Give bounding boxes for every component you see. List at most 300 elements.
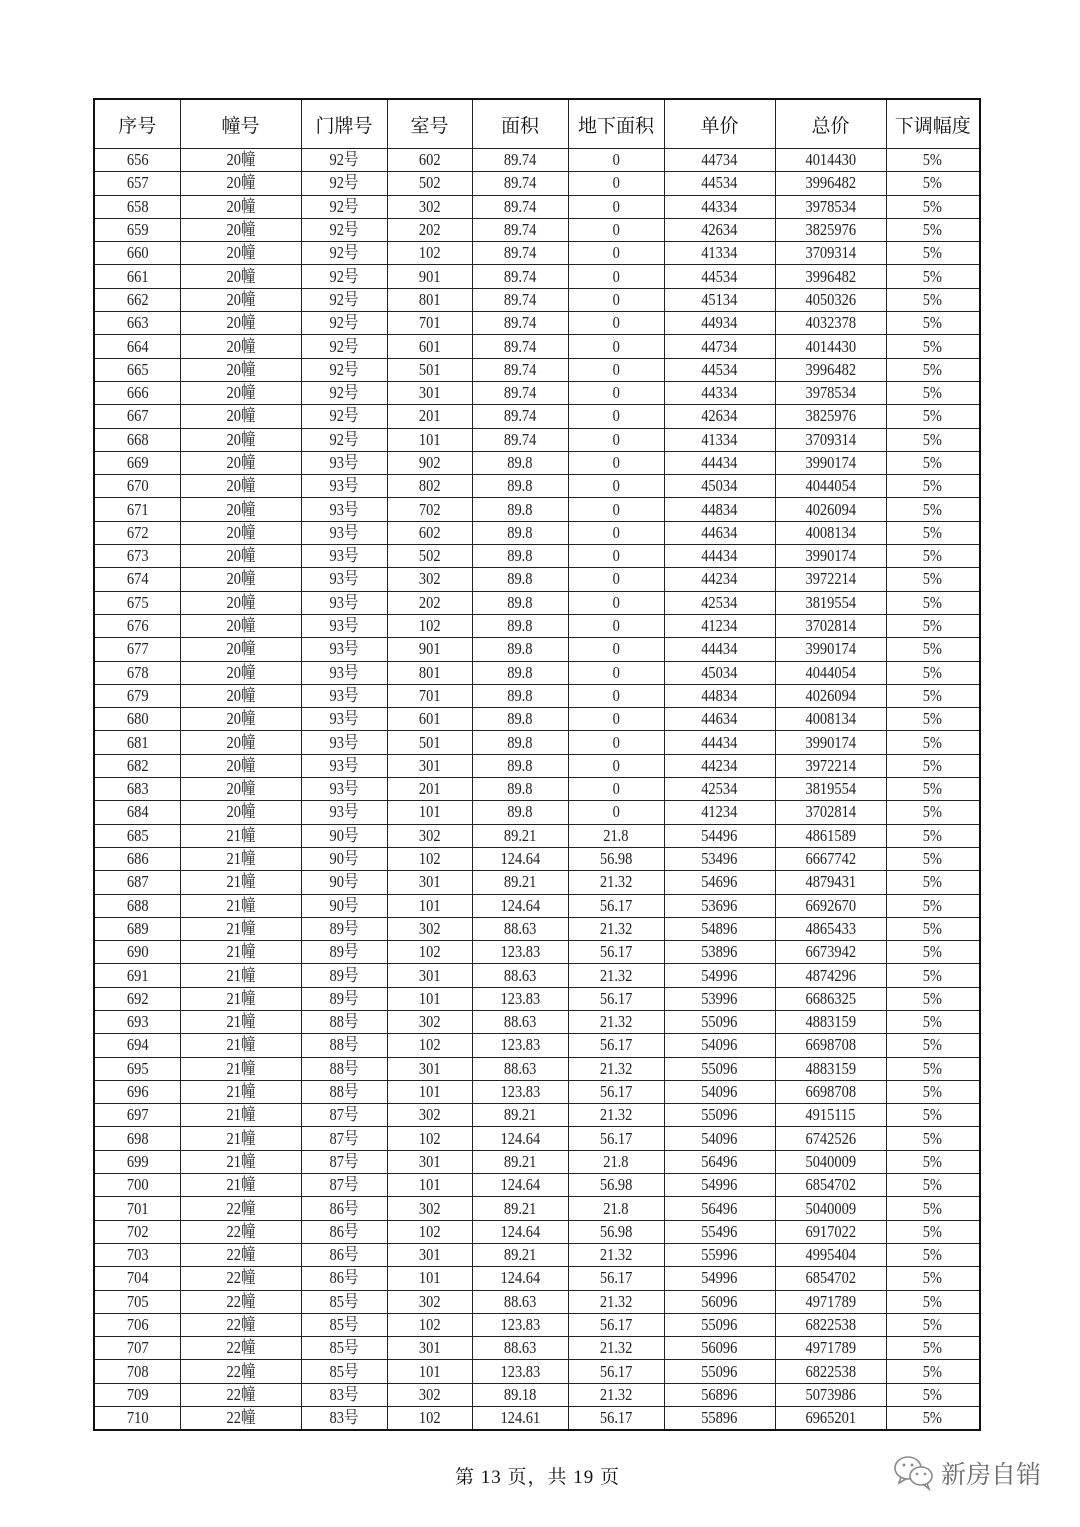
cell-room-text: 102 xyxy=(418,1035,441,1055)
cell-unit-price xyxy=(664,381,775,404)
cell-area xyxy=(472,381,568,404)
cell-total-price-text: 5073986 xyxy=(805,1384,856,1404)
cell-door-number-text: 93号 xyxy=(329,569,359,589)
cell-area xyxy=(472,847,568,870)
cell-door-number-text: 85号 xyxy=(329,1314,359,1334)
cell-room xyxy=(387,1057,472,1080)
cell-building-text: 22幢 xyxy=(226,1198,255,1218)
cell-seq xyxy=(94,1337,180,1360)
cell-area-text: 89.8 xyxy=(507,639,533,659)
cell-door-number xyxy=(301,614,387,637)
cell-total-price-text: 6698708 xyxy=(805,1082,856,1102)
cell-reduction-text: 5% xyxy=(923,546,943,566)
cell-seq-text: 704 xyxy=(126,1268,149,1288)
cell-underground-area-text: 0 xyxy=(612,546,620,566)
table-row xyxy=(94,1197,980,1220)
cell-building-text: 20幢 xyxy=(226,546,255,566)
cell-reduction-text: 5% xyxy=(923,965,943,985)
cell-building-text: 22幢 xyxy=(226,1268,255,1288)
cell-room xyxy=(387,312,472,335)
cell-area-text: 123.83 xyxy=(500,1361,540,1381)
cell-seq xyxy=(94,568,180,591)
cell-door-number-text: 87号 xyxy=(329,1128,359,1148)
cell-building-text: 20幢 xyxy=(226,266,255,286)
cell-room xyxy=(387,451,472,474)
cell-building-text: 20幢 xyxy=(226,313,255,333)
cell-room-text: 701 xyxy=(418,685,441,705)
cell-room xyxy=(387,778,472,801)
cell-total-price-text: 4008134 xyxy=(805,522,856,542)
cell-building xyxy=(180,312,301,335)
cell-seq-text: 669 xyxy=(126,453,149,472)
cell-room-text: 302 xyxy=(418,196,441,216)
cell-unit-price-text: 55096 xyxy=(701,1012,738,1032)
cell-seq-text: 678 xyxy=(126,662,149,682)
cell-underground-area-text: 0 xyxy=(612,779,620,799)
cell-seq-text: 689 xyxy=(126,918,149,938)
cell-total-price xyxy=(775,358,886,381)
cell-area xyxy=(472,778,568,801)
cell-room-text: 602 xyxy=(418,522,441,542)
cell-door-number xyxy=(301,149,387,172)
cell-area xyxy=(472,545,568,568)
cell-reduction xyxy=(886,1150,980,1173)
cell-unit-price-text: 54496 xyxy=(701,825,738,845)
cell-building xyxy=(180,1383,301,1406)
cell-seq xyxy=(94,149,180,172)
cell-reduction xyxy=(886,661,980,684)
cell-door-number xyxy=(301,545,387,568)
cell-area xyxy=(472,498,568,521)
cell-room xyxy=(387,358,472,381)
cell-seq xyxy=(94,428,180,451)
cell-seq-text: 658 xyxy=(126,196,149,216)
cell-door-number-text: 93号 xyxy=(329,476,359,496)
cell-unit-price-text: 42634 xyxy=(701,220,738,240)
cell-total-price-text: 3709314 xyxy=(805,429,856,449)
cell-room-text: 301 xyxy=(418,1245,441,1265)
cell-building-text: 22幢 xyxy=(226,1338,255,1358)
cell-reduction-text: 5% xyxy=(923,569,943,589)
cell-underground-area xyxy=(568,1057,664,1080)
cell-room-text: 601 xyxy=(418,709,441,729)
cell-underground-area-text: 21.32 xyxy=(599,1012,633,1032)
cell-door-number-text: 93号 xyxy=(329,755,359,775)
cell-door-number-text: 87号 xyxy=(329,1175,359,1195)
table-row xyxy=(94,218,980,241)
cell-door-number-text: 89号 xyxy=(329,918,359,938)
table-row xyxy=(94,1010,980,1033)
cell-reduction xyxy=(886,731,980,754)
cell-seq xyxy=(94,1407,180,1431)
cell-area xyxy=(472,894,568,917)
cell-total-price-text: 3825976 xyxy=(805,406,856,426)
table-body xyxy=(94,149,980,1431)
cell-door-number-text: 93号 xyxy=(329,522,359,542)
cell-reduction xyxy=(886,847,980,870)
cell-unit-price-text: 56496 xyxy=(701,1151,738,1171)
cell-door-number xyxy=(301,1080,387,1103)
cell-underground-area-text: 0 xyxy=(612,220,620,240)
cell-total-price xyxy=(775,521,886,544)
cell-building xyxy=(180,1360,301,1383)
cell-reduction-text: 5% xyxy=(923,592,943,612)
cell-door-number xyxy=(301,1220,387,1243)
cell-total-price-text: 4032378 xyxy=(805,313,856,333)
cell-underground-area xyxy=(568,614,664,637)
cell-unit-price xyxy=(664,1383,775,1406)
cell-seq-text: 674 xyxy=(126,569,149,589)
cell-room-text: 302 xyxy=(418,1012,441,1032)
cell-seq-text: 675 xyxy=(126,592,149,612)
cell-unit-price xyxy=(664,149,775,172)
table-row xyxy=(94,1220,980,1243)
header-seq: 序号 xyxy=(94,99,180,149)
cell-reduction xyxy=(886,871,980,894)
cell-reduction xyxy=(886,1174,980,1197)
cell-total-price-text: 3978534 xyxy=(805,383,856,403)
cell-seq xyxy=(94,265,180,288)
cell-unit-price-text: 53696 xyxy=(701,895,738,915)
cell-unit-price-text: 41234 xyxy=(701,616,738,636)
cell-unit-price-text: 41234 xyxy=(701,802,738,822)
cell-seq-text: 662 xyxy=(126,289,149,309)
table-row xyxy=(94,1407,980,1431)
cell-underground-area xyxy=(568,1313,664,1336)
cell-unit-price xyxy=(664,824,775,847)
cell-underground-area xyxy=(568,894,664,917)
cell-unit-price xyxy=(664,987,775,1010)
cell-unit-price xyxy=(664,708,775,731)
cell-seq-text: 706 xyxy=(126,1314,149,1334)
header-door-number: 门牌号 xyxy=(301,99,387,149)
cell-underground-area xyxy=(568,1337,664,1360)
cell-building-text: 20幢 xyxy=(226,220,255,240)
cell-total-price-text: 4879431 xyxy=(805,872,856,892)
cell-total-price xyxy=(775,335,886,358)
cell-underground-area xyxy=(568,1080,664,1103)
cell-underground-area-text: 56.17 xyxy=(599,1128,633,1148)
cell-unit-price xyxy=(664,172,775,195)
cell-unit-price-text: 55496 xyxy=(701,1221,738,1241)
cell-room-text: 201 xyxy=(418,779,441,799)
cell-building-text: 20幢 xyxy=(226,289,255,309)
cell-door-number xyxy=(301,195,387,218)
cell-room xyxy=(387,405,472,428)
cell-total-price xyxy=(775,1010,886,1033)
cell-room-text: 302 xyxy=(418,1198,441,1218)
cell-total-price-text: 6673942 xyxy=(805,942,856,962)
cell-total-price xyxy=(775,591,886,614)
cell-door-number xyxy=(301,381,387,404)
cell-door-number xyxy=(301,1313,387,1336)
cell-room xyxy=(387,731,472,754)
cell-reduction-text: 5% xyxy=(923,662,943,682)
cell-total-price-text: 3702814 xyxy=(805,802,856,822)
cell-underground-area-text: 56.17 xyxy=(599,1361,633,1381)
cell-total-price xyxy=(775,1080,886,1103)
cell-area-text: 124.61 xyxy=(500,1408,540,1428)
cell-seq xyxy=(94,917,180,940)
cell-area-text: 88.63 xyxy=(503,1338,537,1358)
cell-building xyxy=(180,638,301,661)
cell-door-number xyxy=(301,1197,387,1220)
cell-reduction xyxy=(886,1220,980,1243)
cell-building-text: 20幢 xyxy=(226,499,255,519)
cell-underground-area xyxy=(568,638,664,661)
cell-seq-text: 691 xyxy=(126,965,149,985)
cell-reduction-text: 5% xyxy=(923,453,943,472)
cell-total-price xyxy=(775,1197,886,1220)
cell-total-price xyxy=(775,195,886,218)
cell-reduction xyxy=(886,1127,980,1150)
cell-unit-price xyxy=(664,288,775,311)
cell-total-price xyxy=(775,1057,886,1080)
cell-total-price-text: 4014430 xyxy=(805,336,856,356)
cell-unit-price xyxy=(664,405,775,428)
cell-total-price xyxy=(775,149,886,172)
cell-seq-text: 710 xyxy=(126,1408,149,1428)
cell-seq xyxy=(94,1313,180,1336)
table-row xyxy=(94,1360,980,1383)
cell-area-text: 89.8 xyxy=(507,453,533,472)
cell-unit-price-text: 54996 xyxy=(701,1175,738,1195)
cell-area xyxy=(472,1267,568,1290)
cell-reduction-text: 5% xyxy=(923,918,943,938)
cell-underground-area-text: 21.32 xyxy=(599,1105,633,1125)
cell-underground-area xyxy=(568,381,664,404)
table-row xyxy=(94,545,980,568)
cell-area-text: 123.83 xyxy=(500,1314,540,1334)
cell-room-text: 801 xyxy=(418,662,441,682)
table-row xyxy=(94,684,980,707)
cell-total-price xyxy=(775,1313,886,1336)
cell-seq xyxy=(94,1057,180,1080)
cell-room xyxy=(387,871,472,894)
cell-building-text: 22幢 xyxy=(226,1245,255,1265)
cell-underground-area-text: 0 xyxy=(612,802,620,822)
cell-underground-area-text: 0 xyxy=(612,499,620,519)
cell-area-text: 89.74 xyxy=(503,150,537,170)
cell-area xyxy=(472,591,568,614)
cell-underground-area xyxy=(568,1383,664,1406)
cell-building xyxy=(180,428,301,451)
cell-underground-area xyxy=(568,1243,664,1266)
cell-area xyxy=(472,1034,568,1057)
cell-total-price-text: 6692670 xyxy=(805,895,856,915)
cell-building-text: 22幢 xyxy=(226,1361,255,1381)
cell-unit-price-text: 44534 xyxy=(701,266,738,286)
cell-reduction-text: 5% xyxy=(923,522,943,542)
cell-building-text: 21幢 xyxy=(226,849,255,869)
cell-reduction xyxy=(886,405,980,428)
cell-unit-price-text: 56096 xyxy=(701,1338,738,1358)
cell-underground-area xyxy=(568,172,664,195)
cell-unit-price-text: 44734 xyxy=(701,336,738,356)
cell-total-price-text: 4050326 xyxy=(805,289,856,309)
cell-room xyxy=(387,381,472,404)
cell-door-number xyxy=(301,451,387,474)
cell-seq xyxy=(94,405,180,428)
cell-room xyxy=(387,1220,472,1243)
cell-underground-area-text: 21.32 xyxy=(599,872,633,892)
cell-building xyxy=(180,684,301,707)
cell-unit-price-text: 53996 xyxy=(701,988,738,1008)
cell-building-text: 21幢 xyxy=(226,918,255,938)
cell-door-number-text: 85号 xyxy=(329,1338,359,1358)
cell-unit-price xyxy=(664,1243,775,1266)
table-row xyxy=(94,638,980,661)
cell-door-number-text: 93号 xyxy=(329,662,359,682)
cell-unit-price-text: 44434 xyxy=(701,546,738,566)
cell-building-text: 20幢 xyxy=(226,453,255,472)
cell-room xyxy=(387,1034,472,1057)
cell-seq xyxy=(94,358,180,381)
cell-seq xyxy=(94,1197,180,1220)
cell-total-price-text: 6917022 xyxy=(805,1221,856,1241)
cell-total-price-text: 3996482 xyxy=(805,359,856,379)
cell-building-text: 21幢 xyxy=(226,1128,255,1148)
cell-room-text: 301 xyxy=(418,1151,441,1171)
cell-room-text: 302 xyxy=(418,918,441,938)
cell-building-text: 22幢 xyxy=(226,1314,255,1334)
cell-unit-price-text: 42634 xyxy=(701,406,738,426)
cell-unit-price-text: 54696 xyxy=(701,872,738,892)
cell-area xyxy=(472,149,568,172)
cell-unit-price-text: 55996 xyxy=(701,1245,738,1265)
cell-seq xyxy=(94,1243,180,1266)
cell-seq xyxy=(94,778,180,801)
cell-room xyxy=(387,1313,472,1336)
cell-building-text: 20幢 xyxy=(226,639,255,659)
cell-total-price xyxy=(775,684,886,707)
cell-underground-area-text: 21.8 xyxy=(603,1151,629,1171)
cell-building-text: 21幢 xyxy=(226,1012,255,1032)
cell-reduction-text: 5% xyxy=(923,476,943,496)
cell-door-number-text: 87号 xyxy=(329,1105,359,1125)
cell-area xyxy=(472,1127,568,1150)
cell-building-text: 20幢 xyxy=(226,755,255,775)
cell-seq xyxy=(94,242,180,265)
cell-building xyxy=(180,149,301,172)
cell-building-text: 20幢 xyxy=(226,685,255,705)
cell-door-number xyxy=(301,1290,387,1313)
cell-building xyxy=(180,1034,301,1057)
cell-underground-area-text: 56.17 xyxy=(599,1268,633,1288)
cell-room-text: 902 xyxy=(418,453,441,472)
cell-underground-area xyxy=(568,218,664,241)
cell-reduction xyxy=(886,1243,980,1266)
cell-underground-area xyxy=(568,1267,664,1290)
cell-reduction xyxy=(886,778,980,801)
cell-underground-area-text: 0 xyxy=(612,732,620,752)
cell-door-number-text: 88号 xyxy=(329,1058,359,1078)
cell-area xyxy=(472,521,568,544)
table-row xyxy=(94,847,980,870)
table-row xyxy=(94,242,980,265)
cell-unit-price-text: 42534 xyxy=(701,779,738,799)
cell-room xyxy=(387,1267,472,1290)
cell-unit-price-text: 44434 xyxy=(701,732,738,752)
cell-seq xyxy=(94,1383,180,1406)
cell-underground-area-text: 21.32 xyxy=(599,1058,633,1078)
cell-unit-price-text: 44434 xyxy=(701,639,738,659)
cell-seq-text: 697 xyxy=(126,1105,149,1125)
cell-reduction-text: 5% xyxy=(923,150,943,170)
cell-room xyxy=(387,1383,472,1406)
cell-building xyxy=(180,1243,301,1266)
cell-reduction xyxy=(886,591,980,614)
cell-unit-price-text: 41334 xyxy=(701,243,738,263)
cell-door-number-text: 86号 xyxy=(329,1245,359,1265)
cell-building xyxy=(180,288,301,311)
cell-unit-price-text: 41334 xyxy=(701,429,738,449)
cell-seq xyxy=(94,731,180,754)
cell-total-price xyxy=(775,545,886,568)
cell-door-number-text: 86号 xyxy=(329,1268,359,1288)
cell-door-number-text: 93号 xyxy=(329,779,359,799)
cell-underground-area xyxy=(568,451,664,474)
cell-reduction-text: 5% xyxy=(923,406,943,426)
cell-underground-area xyxy=(568,1127,664,1150)
cell-unit-price xyxy=(664,358,775,381)
cell-door-number-text: 86号 xyxy=(329,1198,359,1218)
cell-reduction xyxy=(886,498,980,521)
cell-door-number-text: 92号 xyxy=(329,266,359,286)
cell-reduction-text: 5% xyxy=(923,429,943,449)
cell-area xyxy=(472,242,568,265)
cell-door-number-text: 90号 xyxy=(329,872,359,892)
cell-underground-area xyxy=(568,265,664,288)
cell-total-price-text: 3990174 xyxy=(805,732,856,752)
header-row xyxy=(94,99,980,149)
cell-area xyxy=(472,1290,568,1313)
cell-seq-text: 668 xyxy=(126,429,149,449)
table-row xyxy=(94,1150,980,1173)
cell-seq-text: 685 xyxy=(126,825,149,845)
cell-building xyxy=(180,1057,301,1080)
cell-seq-text: 699 xyxy=(126,1151,149,1171)
cell-room-text: 302 xyxy=(418,1384,441,1404)
cell-total-price xyxy=(775,708,886,731)
cell-underground-area xyxy=(568,475,664,498)
table-row xyxy=(94,288,980,311)
cell-reduction xyxy=(886,1034,980,1057)
cell-door-number-text: 92号 xyxy=(329,196,359,216)
cell-area-text: 88.63 xyxy=(503,918,537,938)
cell-seq-text: 663 xyxy=(126,313,149,333)
cell-building xyxy=(180,1150,301,1173)
cell-reduction xyxy=(886,521,980,544)
cell-room xyxy=(387,1337,472,1360)
cell-area-text: 124.64 xyxy=(500,1128,540,1148)
cell-area xyxy=(472,428,568,451)
cell-total-price xyxy=(775,778,886,801)
cell-underground-area-text: 0 xyxy=(612,173,620,193)
cell-reduction-text: 5% xyxy=(923,942,943,962)
cell-room xyxy=(387,1360,472,1383)
cell-area xyxy=(472,731,568,754)
cell-reduction xyxy=(886,917,980,940)
table-row xyxy=(94,521,980,544)
cell-door-number xyxy=(301,731,387,754)
cell-door-number xyxy=(301,1337,387,1360)
cell-door-number-text: 93号 xyxy=(329,546,359,566)
cell-unit-price xyxy=(664,1407,775,1431)
cell-area xyxy=(472,684,568,707)
cell-building xyxy=(180,754,301,777)
cell-unit-price xyxy=(664,498,775,521)
